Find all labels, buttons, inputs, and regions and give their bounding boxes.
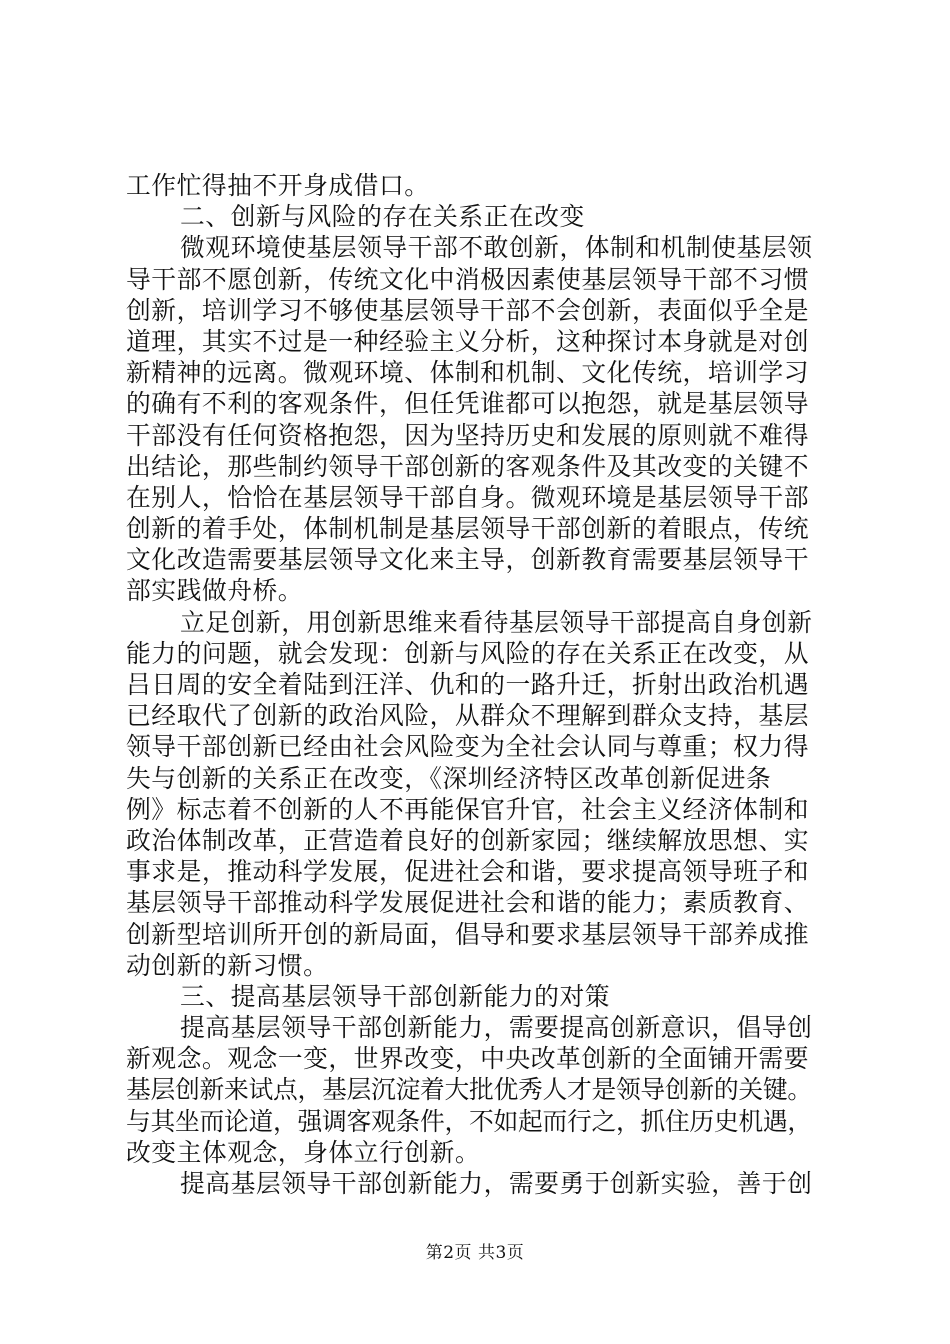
section-heading: 三、提高基层领导干部创新能力的对策 (180, 981, 611, 1011)
text-line: 改变主体观念，身体立行创新。 (126, 1137, 481, 1167)
text-line: 政治体制改革，正营造着良好的创新家园；继续解放思想、实 (126, 825, 810, 855)
text-line: 领导干部创新已经由社会风险变为全社会认同与尊重；权力得 (126, 732, 810, 762)
text-line: 事求是，推动科学发展，促进社会和谐，要求提高领导班子和 (126, 857, 810, 887)
text-line: 已经取代了创新的政治风险，从群众不理解到群众支持，基层 (126, 701, 810, 731)
page-number-footer: 第2页 共3页 (425, 1243, 525, 1263)
text-line: 能力的问题，就会发现：创新与风险的存在关系正在改变，从 (126, 638, 810, 668)
text-line: 工作忙得抽不开身成借口。 (126, 171, 430, 200)
text-line: 新精神的远离。微观环境、体制和机制、文化传统，培训学习 (126, 358, 810, 388)
text-line: 出结论，那些制约领导干部创新的客观条件及其改变的关键不 (126, 451, 810, 481)
text-line: 创新型培训所开创的新局面，倡导和要求基层领导干部养成推 (126, 919, 810, 949)
text-line: 基层领导干部推动科学发展促进社会和谐的能力；素质教育、 (126, 888, 810, 918)
text-line: 干部没有任何资格抱怨，因为坚持历史和发展的原则就不难得 (126, 420, 810, 450)
text-line: 的确有不利的客观条件，但任凭谁都可以抱怨，就是基层领导 (126, 389, 810, 419)
text-line: 在别人，恰恰在基层领导干部自身。微观环境是基层领导干部 (126, 482, 810, 512)
section-heading: 二、创新与风险的存在关系正在改变 (180, 202, 585, 232)
text-line: 基层创新来试点，基层沉淀着大批优秀人才是领导创新的关键。 (126, 1075, 812, 1105)
text-line: 创新，培训学习不够使基层领导干部不会创新，表面似乎全是 (126, 295, 810, 325)
document-body (126, 170, 846, 1199)
text-line: 失与创新的关系正在改变，《深圳经济特区改革创新促进条 (126, 763, 772, 793)
text-line: 例》标志着不创新的人不再能保官升官，社会主义经济体制和 (126, 794, 810, 824)
text-line: 提高基层领导干部创新能力，需要勇于创新实验，善于创 (180, 1169, 813, 1198)
text-line: 道理，其实不过是一种经验主义分析，这种探讨本身就是对创 (126, 326, 810, 356)
text-line: 创新的着手处，体制机制是基层领导干部创新的着眼点，传统 (126, 514, 810, 544)
text-line: 微观环境使基层领导干部不敢创新，体制和机制使基层领 (180, 233, 813, 263)
text-line: 导干部不愿创新，传统文化中消极因素使基层领导干部不习惯 (126, 264, 810, 294)
text-line: 动创新的新习惯。 (126, 950, 329, 980)
text-line: 与其坐而论道，强调客观条件，不如起而行之，抓住历史机遇， (126, 1106, 812, 1136)
text-line: 部实践做舟桥。 (126, 576, 304, 606)
text-line: 新观念。观念一变，世界改变，中央改革创新的全面铺开需要 (126, 1044, 810, 1074)
text-line: 吕日周的安全着陆到汪洋、仇和的一路升迁，折射出政治机遇 (126, 670, 810, 699)
text-line: 立足创新，用创新思维来看待基层领导干部提高自身创新 (180, 607, 813, 637)
text-line: 文化改造需要基层领导文化来主导，创新教育需要基层领导干 (126, 545, 810, 575)
text-line: 提高基层领导干部创新能力，需要提高创新意识，倡导创 (180, 1013, 813, 1043)
